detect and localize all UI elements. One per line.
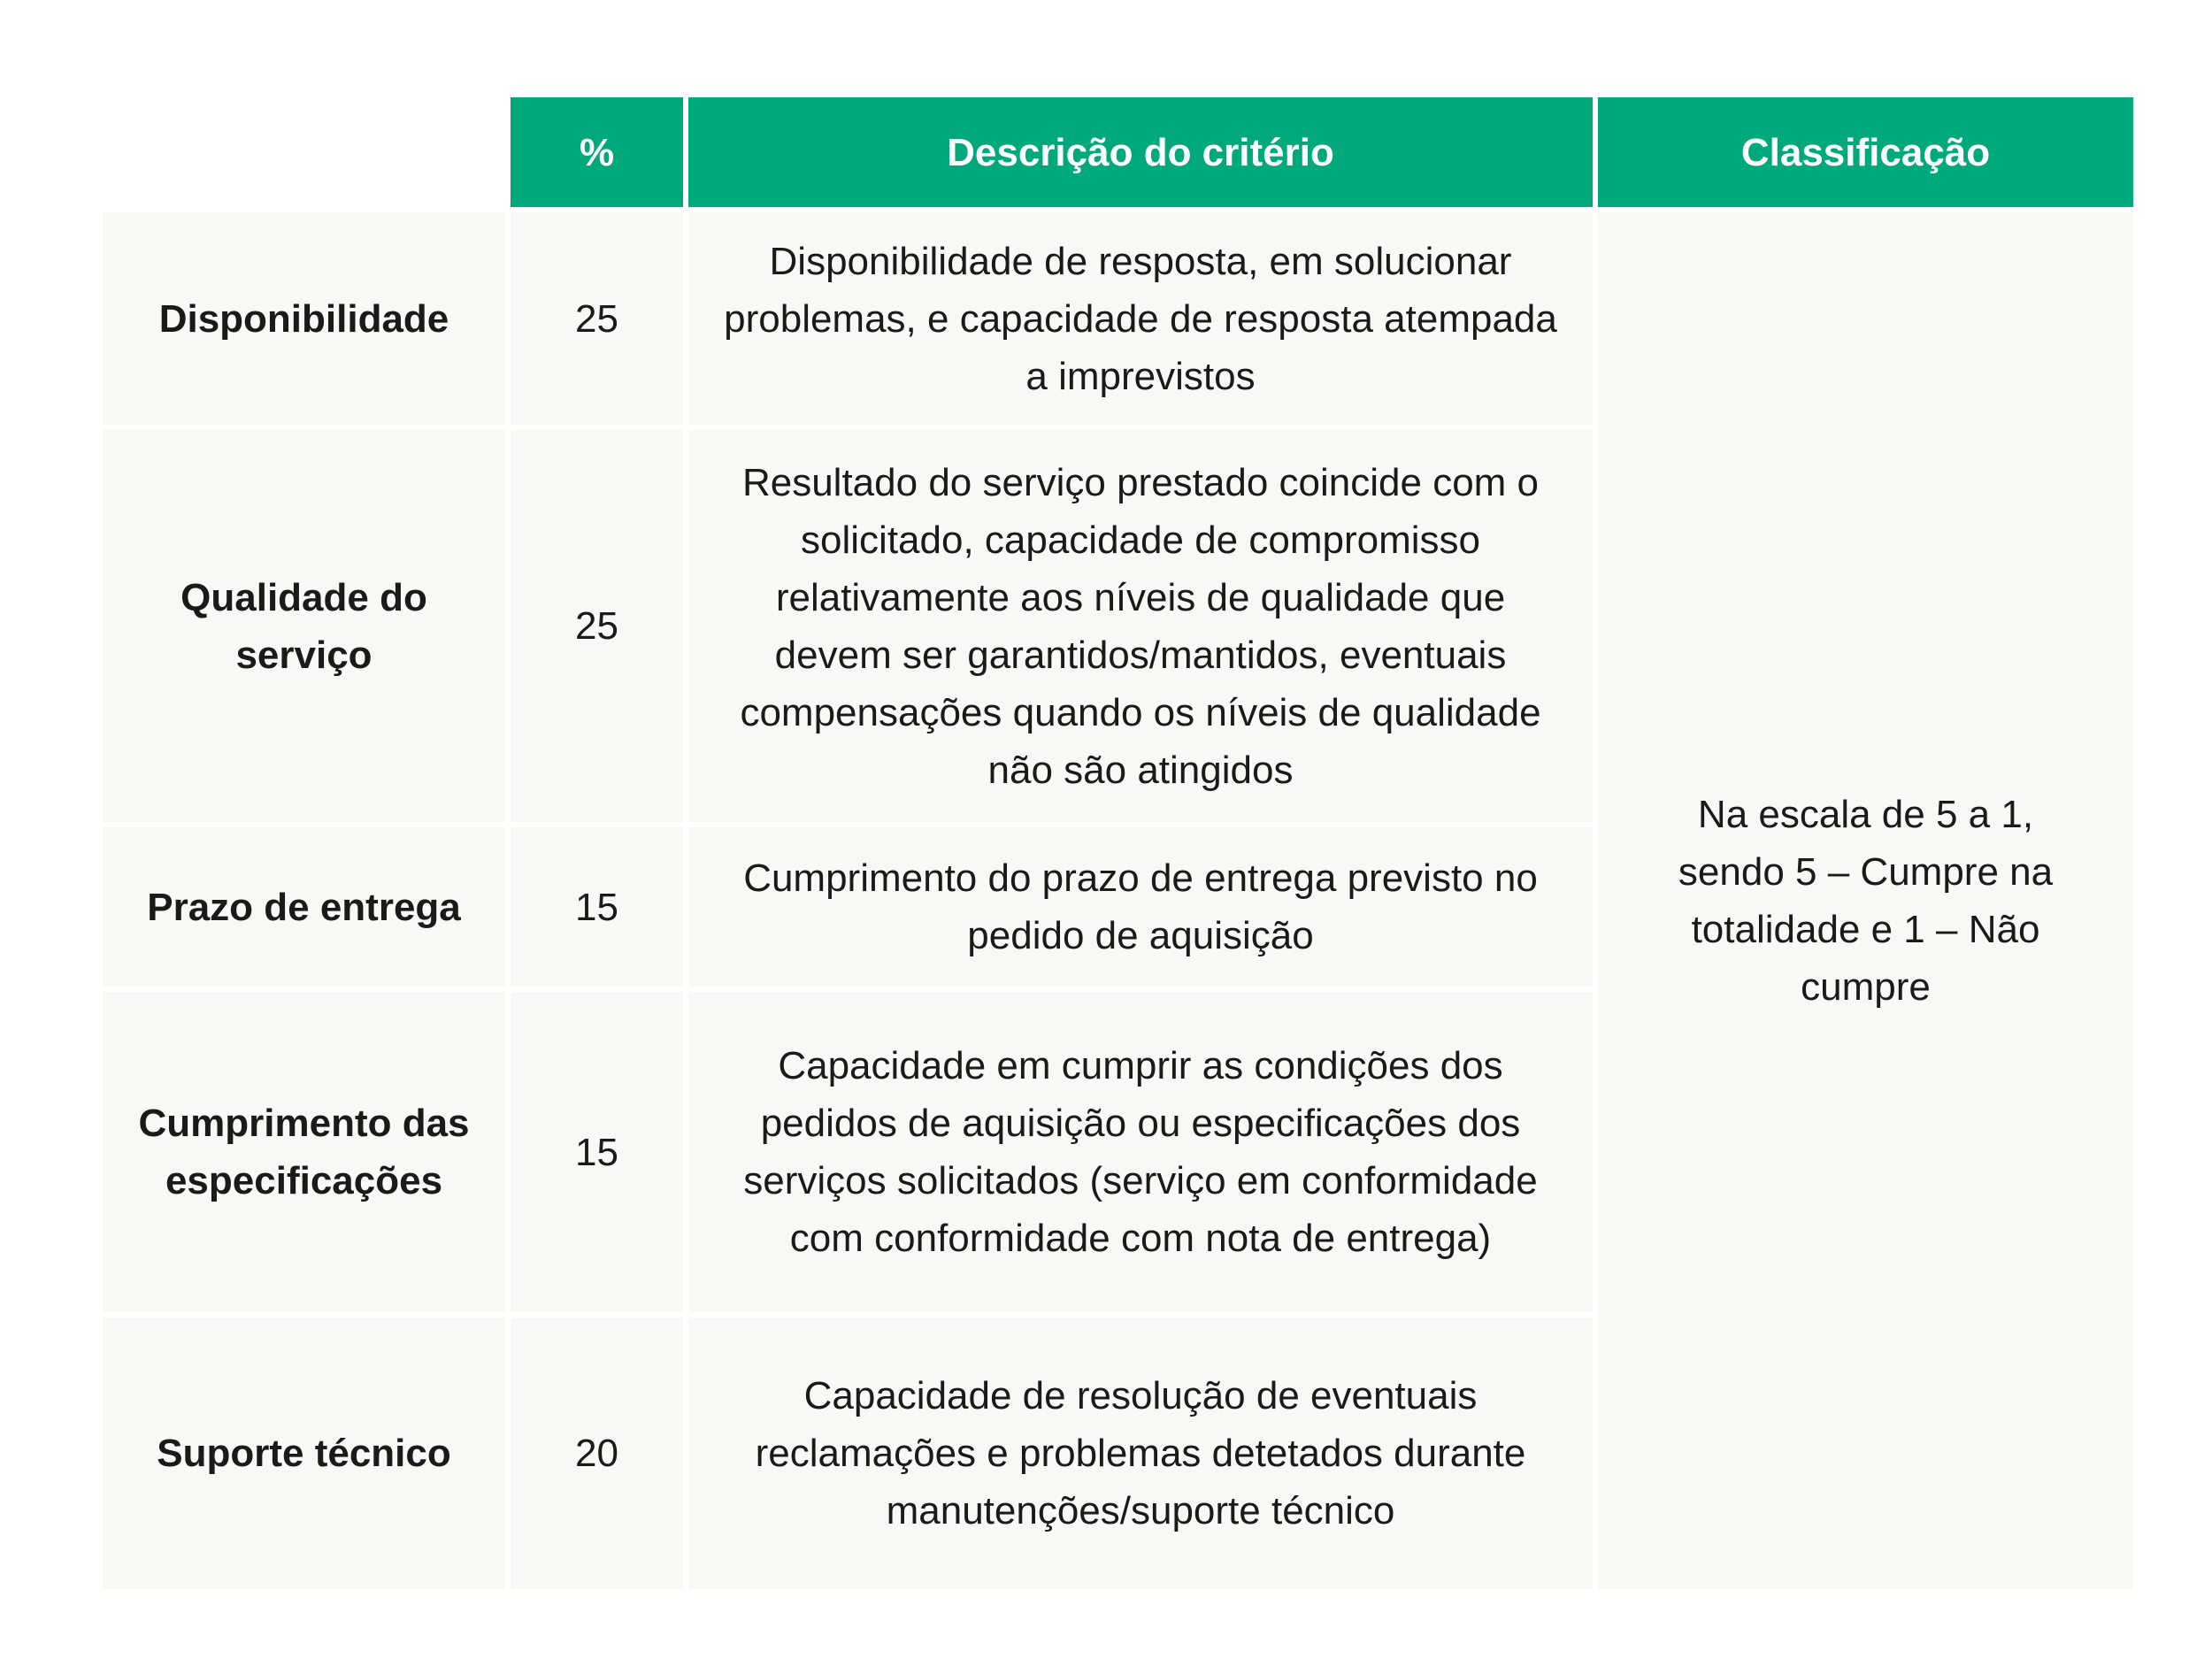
header-description: Descrição do critério xyxy=(688,97,1593,207)
criterion-percent: 25 xyxy=(511,212,683,425)
criterion-description: Disponibilidade de resposta, em solucionar problemas, e capacidade de resposta atempada a imprevistos xyxy=(688,212,1593,425)
header-corner-empty xyxy=(103,97,505,207)
criterion-percent: 25 xyxy=(511,430,683,822)
criterion-percent: 15 xyxy=(511,827,683,987)
criterion-description: Capacidade de resolução de eventuais reclamações e problemas detetados durante manutenções/suporte técnico xyxy=(688,1317,1593,1589)
criterion-percent: 15 xyxy=(511,992,683,1312)
criteria-table xyxy=(103,97,2133,1589)
criterion-percent: 20 xyxy=(511,1317,683,1589)
criterion-label: Qualidade do serviço xyxy=(103,430,505,822)
criterion-description: Capacidade em cumprir as condições dos pedidos de aquisição ou especificações dos serviços solicitados (serviço em conformidade com conformidade com nota de entrega) xyxy=(688,992,1593,1312)
criterion-label: Cumprimento das especificações xyxy=(103,992,505,1312)
header-percent: % xyxy=(511,97,683,207)
criterion-description: Cumprimento do prazo de entrega previsto no pedido de aquisição xyxy=(688,827,1593,987)
criterion-label: Disponibilidade xyxy=(103,212,505,425)
criterion-label: Prazo de entrega xyxy=(103,827,505,987)
header-classification: Classificação xyxy=(1598,97,2133,207)
criterion-description: Resultado do serviço prestado coincide com o solicitado, capacidade de compromisso relativamente aos níveis de qualidade que devem ser garantidos/mantidos, eventuais compensações quando os níveis de qualidade não são atingidos xyxy=(688,430,1593,822)
criterion-label: Suporte técnico xyxy=(103,1317,505,1589)
classification-scale: Na escala de 5 a 1, sendo 5 – Cumpre na totalidade e 1 – Não cumpre xyxy=(1598,212,2133,1589)
